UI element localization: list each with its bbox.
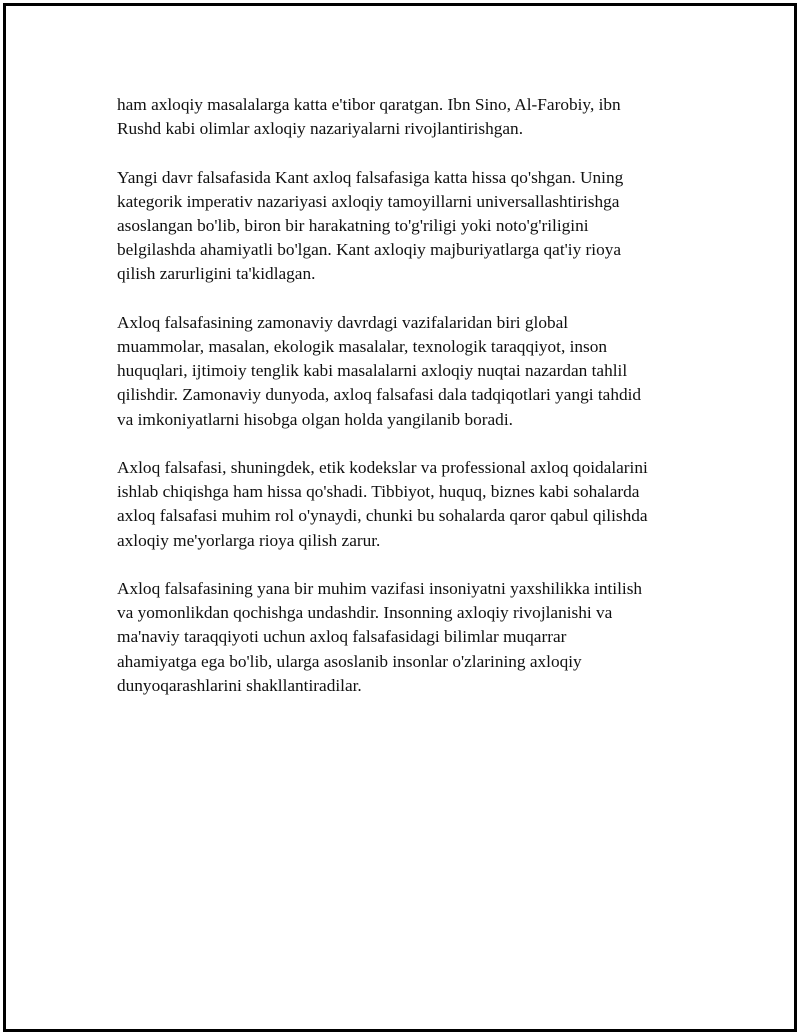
document-body — [117, 93, 697, 722]
paragraph-2: Yangi davr falsafasida Kant axloq falsafasiga katta hissa qo'shgan. Uning kategorik imperativ nazariyasi axloqiy tamoyillarni universallashtirishga asoslangan bo'lib, biron bir harakatning to'g'riligi yoki noto'g'riligini belgilashda ahamiyatli bo'lgan. Kant axloqiy majburiyatlarga qat'iy rioya qilish zarurligini ta'kidlagan. — [117, 167, 624, 284]
paragraph-3: Axloq falsafasining zamonaviy davrdagi vazifalaridan biri global muammolar, masalan, ekologik masalalar, texnologik taraqqiyot, inson huquqlari, ijtimoiy tenglik kabi masalalarni axloqiy nuqtai nazardan tahlil qilishdir. Zamonaviy dunyoda, axloq falsafasi dala tadqiqotlari yangi tahdid va imkoniyatlarni hisobga olgan holda yangilanib boradi. — [117, 312, 642, 429]
paragraph-4: Axloq falsafasi, shuningdek, etik kodekslar va professional axloq qoidalarini ishlab chiqishga ham hissa qo'shadi. Tibbiyot, huquq, biznes kabi sohalarda axloq falsafasi muhim rol o'ynaydi, chunki bu sohalarda qaror qabul qilishda axloqiy me'yorlarga rioya qilish zarur. — [117, 458, 648, 550]
paragraph-1: ham axloqiy masalalarga katta e'tibor qaratgan. Ibn Sino, Al-Farobiy, ibn Rushd kabi olimlar axloqiy nazariyalarni rivojlantirishgan. — [117, 95, 621, 139]
paragraph-5: Axloq falsafasining yana bir muhim vazifasi insoniyatni yaxshilikka intilish va yomonlikdan qochishga undashdir. Insonning axloqiy rivojlanishi va ma'naviy taraqqiyoti uchun axloq falsafasidagi bilimlar muqarrar ahamiyatga ega bo'lib, ularga asoslanib insonlar o'zlarining axloqiy dunyoqarashlarini shakllantiradilar. — [117, 579, 643, 695]
